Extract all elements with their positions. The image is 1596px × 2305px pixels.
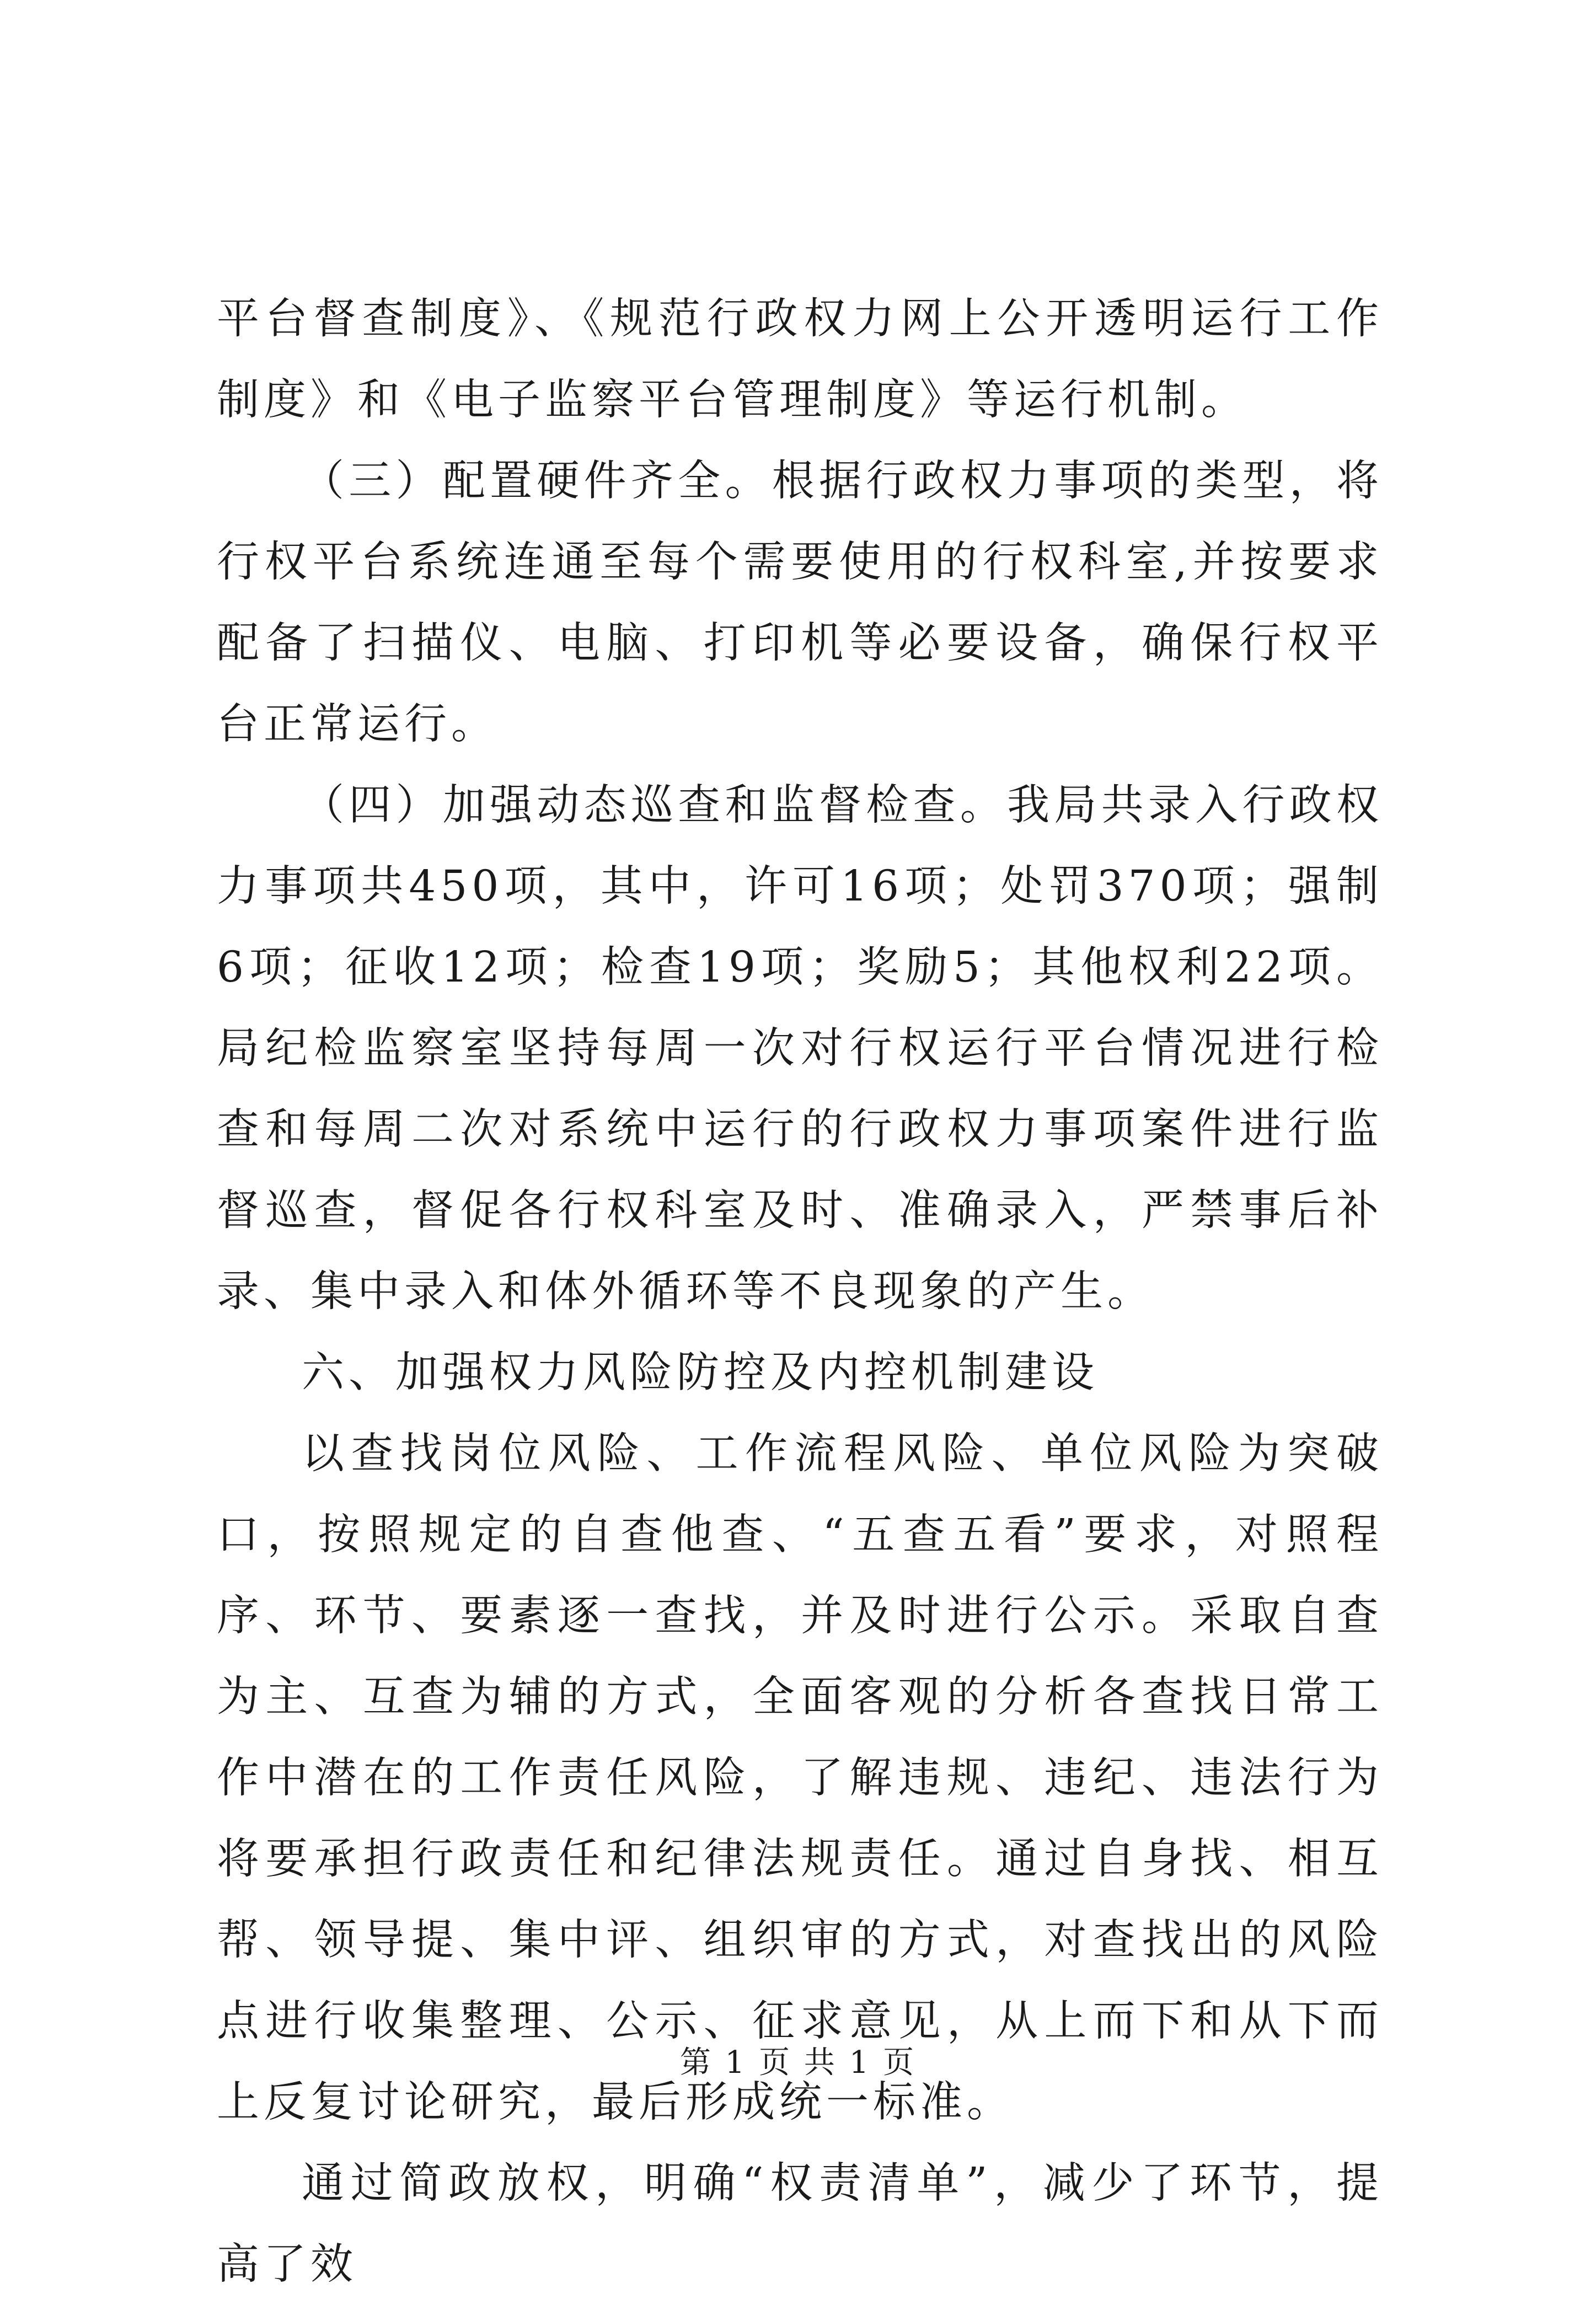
paragraph-risk-identification: 以查找岗位风险、工作流程风险、单位风险为突破口，按照规定的自查他查、“五查五看”要求，对照程序、环节、要素逐一查找，并及时进行公示。采取自查为主、互查为辅的方式，全面客观的分析各查找日常工作中潜在的工作责任风险，了解违规、违纪、违法行为将要承担行政责任和纪律法规责任。通过自身找、相互帮、领导提、集中评、组织审的方式，对查找出的风险点进行收集整理、公示、征求意见，从上而下和从下而上反复讨论研究，最后形成统一标准。 — [217, 1429, 1383, 2127]
document-body — [217, 278, 1383, 2305]
page-footer — [0, 2044, 1596, 2082]
paragraph-streamlining: 通过简政放权，明确“权责清单”，减少了环节，提高了效 — [217, 2159, 1383, 2289]
paragraph-hardware-setup: （三）配置硬件齐全。根据行政权力事项的类型，将行权平台系统连通至每个需要使用的行权科室,并按要求配备了扫描仪、电脑、打印机等必要设备，确保行权平台正常运行。 — [217, 457, 1383, 749]
paragraph-inspection-supervision: （四）加强动态巡查和监督检查。我局共录入行政权力事项共450项，其中，许可16项；处罚370项；强制6项；征收12项；检查19项；奖励5；其他权利22项。局纪检监察室坚持每周一次对行权运行平台情况进行检查和每周二次对系统中运行的行政权力事项案件进行监督巡查，督促各行权科室及时、准确录入，严禁事后补录、集中录入和体外循环等不良现象的产生。 — [217, 781, 1383, 1316]
paragraph-regulations-continuation: 平台督查制度》、《规范行政权力网上公开透明运行工作制度》和《电子监察平台管理制度》等运行机制。 — [217, 294, 1383, 425]
page-number: 第 1 页 共 1 页 — [679, 2045, 917, 2081]
section-heading-risk-control: 六、加强权力风险防控及内控机制建设 — [302, 1348, 1099, 1397]
